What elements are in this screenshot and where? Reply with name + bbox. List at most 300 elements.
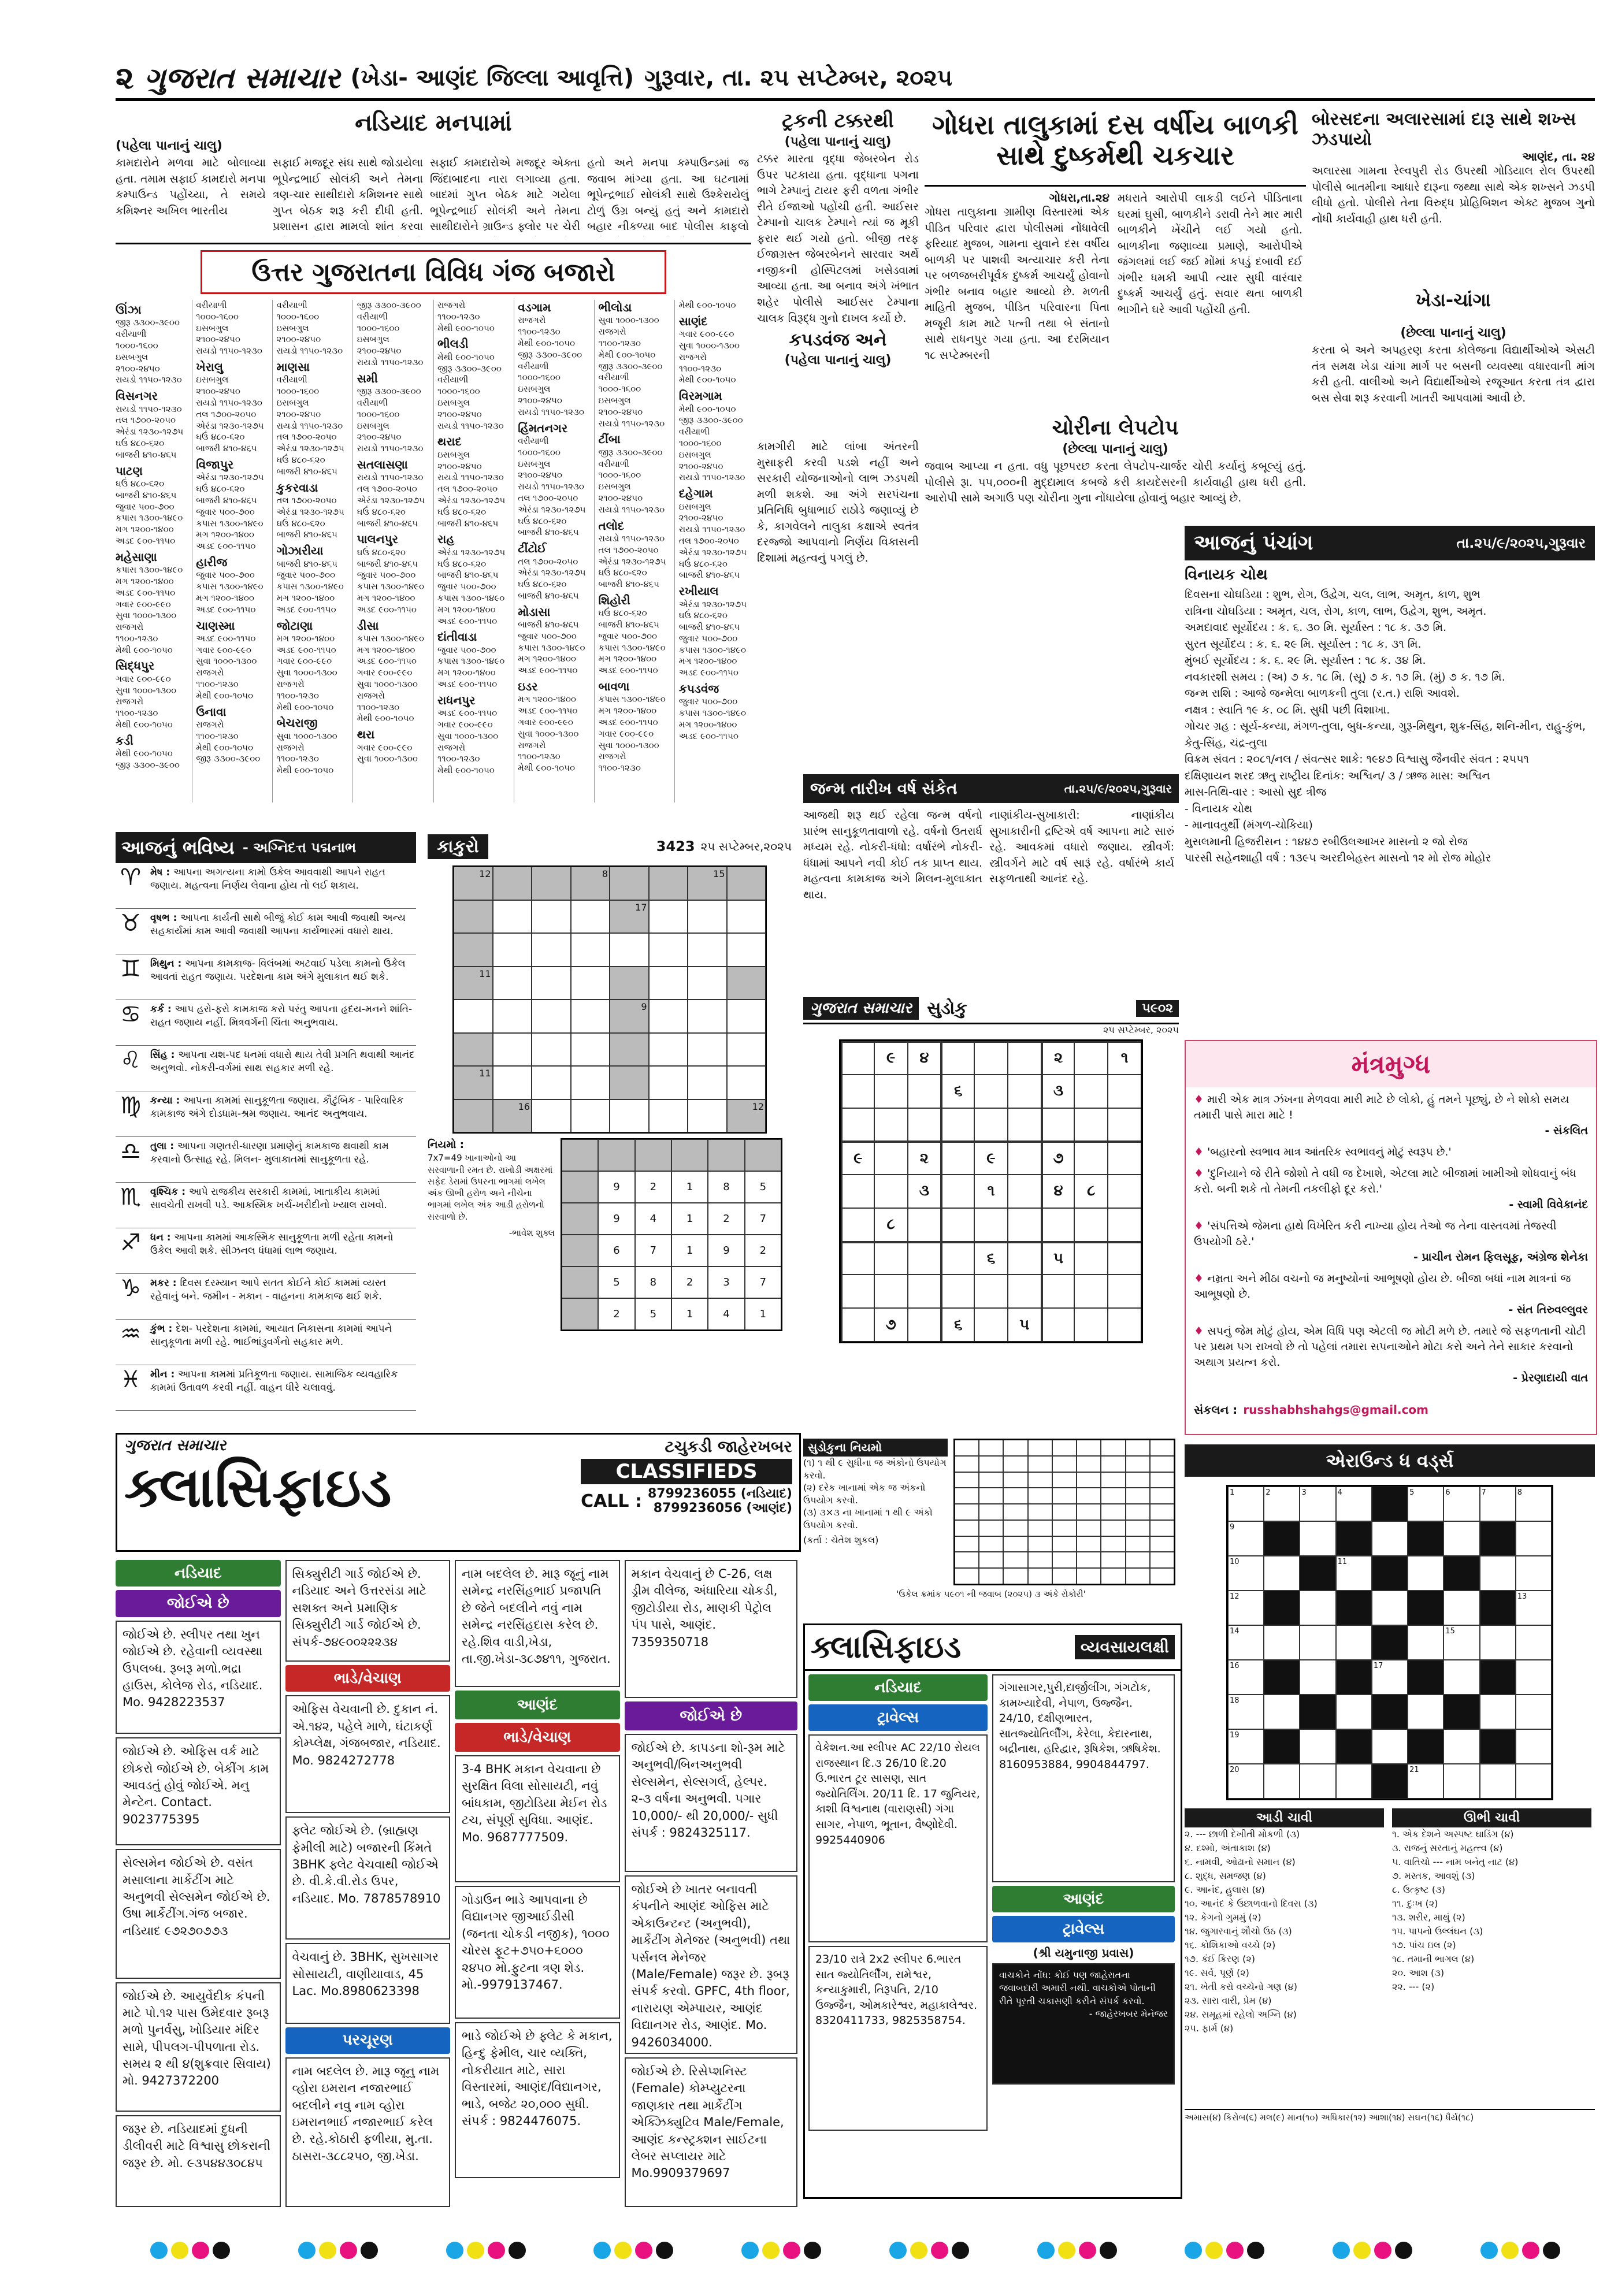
sudoku-answer-cell	[1101, 1536, 1125, 1552]
market-city-name: ઇડર	[518, 679, 538, 694]
nadiad-story-continued: (પહેલા પાનાનું ચાલુ)	[116, 139, 222, 153]
solution-cell: 1	[745, 1298, 781, 1330]
market-price-entry: બાજરી ૪૧૦-૪૬૫	[276, 529, 337, 540]
market-price-entry: રાયડો ૧૧૫૦-૧૨૩૦	[437, 420, 504, 431]
kheda-story-title: ખેડા-ચાંગા	[1416, 289, 1491, 311]
sudoku-answer-cell	[979, 1440, 1003, 1456]
quote-text: નમ્રતા અને મીઠા વચનો જ મનુષ્યોનાં આભૂષણો હોય છે. બીજા બધાં નામ માત્રનાં જ આભૂષણો છે.	[1194, 1272, 1571, 1301]
mantra-email[interactable]: russhabhshahgs@gmail.com	[1243, 1403, 1429, 1417]
horoscope-text	[150, 912, 416, 938]
issue-date: ગુરૂવાર, તા. ૨૫ સપ્ટેમ્બર, ૨૦૨૫	[644, 65, 953, 91]
down-clues	[1392, 1827, 1591, 1994]
sign-name: કન્યા :	[150, 1095, 184, 1106]
panchang-line: દક્ષિણાયન શરદ ઋતુ રાષ્ટ્રીય દિનાંક: અશ્વિન/ ૩ / ઋજ માસ: અશ્વિન	[1185, 769, 1490, 782]
market-price-entry: રાયડો ૧૧૫૦-૧૨૩૦	[518, 406, 584, 417]
market-city-name: સિદ્ધપુર	[116, 659, 155, 673]
quote-bullet-icon: ♦	[1194, 1272, 1208, 1285]
market-price-entry: જીરૂ ૩૩૦૦-૩૯૦૦	[116, 760, 180, 771]
registration-dot-group	[446, 2242, 526, 2265]
sudoku-answer-cell	[1077, 1552, 1101, 1568]
quote-bullet-icon: ♦	[1194, 1166, 1208, 1180]
horoscope-item	[116, 1320, 416, 1365]
solution-cell: 1	[671, 1171, 708, 1203]
market-price-entry: ગવાર ૯૦૦-૯૯૦	[116, 599, 171, 610]
mantra-section	[1185, 1040, 1597, 1435]
kakuro-empty-cell	[649, 1066, 688, 1099]
registration-dot	[1058, 2242, 1075, 2259]
sudoku-answer-cell	[1028, 1488, 1052, 1504]
market-price-entry: એરંડા ૧૨૩૦-૧૨૭૫	[276, 443, 344, 454]
market-price-entry: ઇસબગુલ ૨૧૦૦-૨૪૫૦	[276, 397, 321, 419]
market-price-entry: સુવા ૧૦૦૦-૧૩૦૦	[598, 740, 659, 751]
down-clue: ૭. મસ્તક, આવશું (૩)	[1392, 1870, 1475, 1881]
godhra-story-body	[925, 191, 1306, 410]
kakuro-clue-cell	[532, 867, 571, 900]
phone-anand[interactable]: 8799236056 (આણંદ)	[653, 1501, 792, 1515]
sudoku-answer-cell	[1101, 1520, 1125, 1536]
kakuro-empty-cell	[610, 1099, 649, 1133]
crossword-cell	[1480, 1764, 1516, 1799]
sudoku-cell	[974, 1308, 1008, 1342]
crossword-block	[1480, 1660, 1516, 1695]
section-wanted: જોઈએ છે	[116, 1590, 281, 1617]
sudoku-answer-cell	[1101, 1552, 1125, 1568]
kakuro-section	[428, 832, 792, 1421]
market-price-entry: મગ ૧૨૦૦-૧૪૦૦	[518, 694, 576, 705]
kakuro-empty-cell	[493, 1066, 532, 1099]
market-price-entry: સુવા ૧૦૦૦-૧૩૦૦	[116, 685, 177, 696]
sudoku-cell	[1008, 1075, 1041, 1108]
market-price-entry: મેથી ૯૦૦-૧૦૫૦	[357, 713, 414, 724]
sudoku-section	[803, 994, 1179, 1433]
classifieds-brand: ગુજરાત સમાચાર	[124, 1437, 227, 1454]
solution-cell: 1	[671, 1203, 708, 1235]
janma-col-2: નાણાંકીય-સુખાકારી: નાણાંકીય સુખાકારીની દ્રષ્ટિએ વર્ષ આપના માટે સારું રહે. આવકમાં વધારો જણાય. સ્ત્રીવર્ગ: સ્ત્રીવર્ગને માટે વર્ષ સારૂં રહે. વર્ષારંભે કાર્ય સફળતાથી આનંદ રહે.	[989, 809, 1174, 886]
crossword-block	[1300, 1695, 1335, 1729]
kakuro-empty-cell	[571, 1066, 610, 1099]
kakuro-code: 3423	[656, 838, 695, 855]
crossword-block	[1300, 1556, 1335, 1591]
horoscope-item	[116, 1228, 416, 1274]
ad-4: જોઈએ છે. આયુર્વેદીક કંપની માટે પો.૧૨ પાસ ઉમેદવાર રૂબરૂ મળો પુનર્વસુ, ખોડિયાર મંદિર સામે, પીપલગ-પીપળાતા રોડ. સમય ૨ થી ૪(શુક્રવાર સિવાય) મો. 9427372200	[116, 1982, 281, 2112]
market-price-entry: વરીયાળી ૧૦૦૦-૧૬૦૦	[518, 361, 561, 383]
sudoku-answer-cell	[1126, 1520, 1150, 1536]
registration-dot	[635, 2242, 652, 2259]
market-price-entry: જુવાર ૫૦૦-૭૦૦	[357, 570, 416, 581]
market-price-entry: મગ ૧૨૦૦-૧૪૦૦	[116, 524, 174, 535]
market-price-entry: મગ ૧૨૦૦-૧૪૦૦	[357, 592, 415, 603]
market-price-entry: ઇસબગુલ ૨૧૦૦-૨૪૫૦	[598, 481, 643, 503]
solution-clue-cell	[708, 1139, 744, 1171]
market-price-entry: રાયડો ૧૧૫૦-૧૨૩૦	[196, 345, 262, 356]
market-city-name: મહેસાણા	[116, 549, 157, 564]
sudoku-cell	[1074, 1308, 1108, 1342]
market-price-entry: બાજરી ૪૧૦-૪૬૫	[598, 579, 659, 590]
market-price-entry: અડદ ૯૦૦-૧૧૫૦	[196, 541, 256, 552]
across-clue: ૮. શુદ્ધ, સમજણ (૪)	[1185, 1870, 1266, 1881]
market-price-entry: રાયડો ૧૧૫૦-૧૨૩૦	[598, 533, 665, 544]
ad-5: જરૂર છે. નડિયાદમાં દુધની ડીલીવરી માટે વિશ્વાસુ છોકરાની જરૂર છે. મો. ૯૩૫૪૪૩૦૮૪૫	[116, 2115, 281, 2207]
biz-section-nadiad: નડિયાદ	[808, 1674, 988, 1701]
market-price-entry: મેથી ૯૦૦-૧૦૫૦	[116, 748, 173, 759]
sudoku-answer-cell	[1101, 1488, 1125, 1504]
solution-cell: 5	[745, 1171, 781, 1203]
kakuro-empty-cell	[571, 967, 610, 1000]
zodiac-icon: ♐	[120, 1229, 141, 1256]
market-price-entry: જીરૂ ૩૩૦૦-૩૯૦૦	[518, 349, 582, 360]
market-price-entry: કપાસ ૧૩૦૦-૧૪૯૦	[357, 581, 425, 592]
market-city-name: દહેગામ	[678, 486, 713, 501]
sudoku-answer-cell	[1003, 1520, 1027, 1536]
phone-nadiad[interactable]: 8799236055 (નડિયાદ)	[648, 1487, 792, 1501]
crossword-answers: અમાસ(૪) કિરોબ(૬) મલ(૯) માન(૧૦) અધિકાર(૧૨) આશા(૧૪) સઘન(૧૬) ધૈર્ય(૧૮)	[1185, 2109, 1595, 2123]
market-price-entry: ઘઉં ૪૮૦-૬૨૦	[196, 432, 245, 443]
market-price-entry: અડદ ૯૦૦-૧૧૫૦	[437, 708, 498, 719]
crossword-block	[1443, 1695, 1479, 1729]
crossword-cell	[1336, 1764, 1372, 1799]
edition-label: (ખેડા- આણંદ જિલ્લા આવૃત્તિ)	[350, 65, 634, 91]
horoscope-text	[150, 1368, 416, 1395]
market-price-entry: મગ ૧૨૦૦-૧૪૦૦	[276, 633, 335, 644]
sudoku-cell	[1074, 1108, 1108, 1142]
call-label: CALL :	[581, 1491, 642, 1511]
sudoku-cell	[1108, 1075, 1141, 1108]
kheda-story	[1312, 324, 1595, 520]
crossword-block	[1264, 1660, 1300, 1695]
sudoku-answer-cell	[1150, 1504, 1174, 1520]
panchang-section	[1185, 526, 1595, 1034]
market-price-entry: સુવા ૧૦૦૦-૧૩૦૦	[276, 667, 337, 678]
registration-dot	[171, 2242, 188, 2259]
market-price-entry: તલ ૧૭૦૦-૨૦૫૦	[518, 556, 578, 567]
horoscope-item	[116, 863, 416, 909]
kakuro-grid	[452, 865, 767, 1134]
sudoku-answer-cell	[955, 1536, 979, 1552]
sudoku-cell	[908, 1275, 941, 1308]
sudoku-rule: (૧) ૧ થી ૯ સુધીના જ અંકોનો ઉપયોગ કરવો.	[803, 1457, 947, 1481]
crossword-cell	[1408, 1695, 1443, 1729]
market-price-entry: અડદ ૯૦૦-૧૧૫૦	[357, 656, 417, 667]
kakuro-clue-cell	[454, 933, 493, 967]
registration-dot	[467, 2242, 484, 2259]
solution-cell: 9	[598, 1203, 634, 1235]
market-price-entry: રાયડો ૧૧૫૦-૧૨૩૦	[116, 374, 182, 385]
registration-marks	[150, 2242, 1560, 2265]
market-city-name: પાટણ	[116, 463, 143, 478]
horoscope-text	[150, 866, 416, 893]
panchang-line: માસ-તિથિ-વાર : આસો સુદ ત્રીજ	[1185, 786, 1327, 798]
across-clue: ૨૫. ફાર્મ (૪)	[1185, 2023, 1234, 2034]
sudoku-answer-cell	[1052, 1568, 1077, 1584]
sudoku-cell: ૫	[1008, 1308, 1041, 1342]
market-price-entry: રાજગરો ૧૧૦૦-૧૨૩૦	[598, 751, 641, 774]
sudoku-answer-cell	[1028, 1440, 1052, 1456]
market-price-entry: એરંડા ૧૨૩૦-૧૨૭૫	[518, 567, 586, 578]
crossword-cell	[1443, 1764, 1479, 1799]
sudoku-cell	[974, 1075, 1008, 1108]
sudoku-cell	[941, 1242, 974, 1275]
market-title-box	[201, 250, 666, 294]
sudoku-cell: ૪	[1041, 1175, 1075, 1208]
market-city-name: સાણંદ	[678, 314, 708, 328]
ad-21: 23/10 રાત્રે 2x2 સ્લીપર 6.ભારત સાત જ્યોતિર્લીંગ, રામેશ્વર, કન્યાકુમારી, તિરૂપતિ, 2/10 ઉજ્જૈન, ઓમકારેશ્વર, મહાકાલેશ્વર. 8320411733, 9825358754.	[808, 1946, 988, 2131]
market-price-entry: મેથી ૯૦૦-૧૦૫૦	[518, 337, 576, 348]
market-price-entry: રાયડો ૧૧૫૦-૧૨૩૦	[116, 403, 182, 414]
sudoku-cell	[941, 1208, 974, 1242]
market-price-entry: રાયડો ૧૧૫૦-૧૨૩૦	[357, 472, 424, 483]
sudoku-answer-cell	[1101, 1504, 1125, 1520]
sudoku-cell	[1008, 1275, 1041, 1308]
horoscope-text	[150, 1322, 416, 1349]
kakuro-title: કાકુરો	[428, 834, 488, 859]
market-price-entry: વરીયાળી ૧૦૦૦-૧૬૦૦	[518, 435, 561, 458]
market-price-entry: ઇસબગુલ ૨૧૦૦-૨૪૫૦	[518, 384, 562, 406]
market-price-entry: રાયડો ૧૧૫૦-૧૨૩૦	[598, 504, 665, 515]
market-price-entry: બાજરી ૪૧૦-૪૬૫	[437, 570, 499, 581]
registration-dot	[298, 2242, 316, 2259]
sudoku-rules-section	[803, 1439, 1179, 1612]
sudoku-cell	[974, 1275, 1008, 1308]
sign-prediction: દિવસ દરમ્યાન આપે સતત કોઈને કોઈ કામમાં વ્યસ્ત રહેવાનું બને. જમીન - મકાન - વાહનના કામકાજ થઈ શકે.	[150, 1277, 387, 1302]
market-price-entry: મગ ૧૨૦૦-૧૪૦૦	[196, 592, 254, 603]
sudoku-cell	[1108, 1275, 1141, 1308]
sudoku-rules-title: સુડોકુના નિયમો	[803, 1439, 948, 1457]
zodiac-icon: ♉	[120, 910, 141, 937]
kapadvanj-story-continued: (પહેલા પાનાનું ચાલુ)	[784, 352, 892, 367]
market-price-entry: બાજરી ૪૧૦-૪૬૫	[276, 558, 337, 569]
kakuro-clue-cell	[649, 867, 688, 900]
sudoku-number: ૫૯૦૨	[1136, 1000, 1179, 1017]
market-price-entry: ગવાર ૯૦૦-૯૯૦	[518, 717, 573, 728]
market-price-entry: મગ ૧૨૦૦-૧૪૦૦	[437, 667, 496, 678]
market-price-entry: ઇસબગુલ ૨૧૦૦-૨૪૫૦	[518, 458, 562, 481]
sign-prediction: આપના ગણતરી-ધારણા પ્રમાણેનું કામકાજ થવાથી કામ કરવાનો ઉત્સાહ રહે. મિલન- મુલાકાતમાં સાનુકૂળતા રહે.	[150, 1140, 389, 1165]
horoscope-title: આજનું ભવિષ્ય	[121, 836, 235, 859]
kakuro-empty-cell	[727, 900, 766, 934]
crossword-cell	[1264, 1625, 1300, 1660]
solution-clue-cell	[562, 1266, 598, 1298]
solution-clue-cell	[562, 1171, 598, 1203]
panchang-line: સુરત સૂર્યોદય : ક. ૬. ૨૯ મિ. સૂર્યાસ્ત : ૧૮ ક. ૩૧ મિ.	[1185, 637, 1422, 651]
horoscope-text	[150, 1094, 416, 1121]
sudoku-cell	[941, 1275, 974, 1308]
market-price-entry: મગ ૧૨૦૦-૧૪૦૦	[276, 592, 335, 603]
business-classifieds	[803, 1623, 1182, 2199]
market-price-entry: રાજગરો ૧૧૦૦-૧૨૩૦	[598, 326, 641, 348]
market-city-name: શિહોરી	[598, 593, 630, 607]
market-price-entry: ઇસબગુલ ૨૧૦૦-૨૪૫૦	[678, 449, 723, 471]
solution-cell: 3	[708, 1266, 744, 1298]
sudoku-cell	[1074, 1075, 1108, 1108]
market-price-entry: રાજગરો ૧૧૦૦-૧૨૩૦	[196, 719, 239, 741]
sudoku-answer-cell	[1003, 1536, 1027, 1552]
market-price-entry: જીરૂ ૩૩૦૦-૩૯૦૦	[357, 300, 421, 310]
market-price-entry: ઇસબગુલ ૨૧૦૦-૨૪૫૦	[437, 449, 482, 471]
market-price-entry: ઘઉં ૪૮૦-૬૨૦	[518, 579, 567, 590]
crossword-cell	[1300, 1729, 1335, 1764]
market-city-name: ગોઝારીયા	[276, 544, 324, 558]
sudoku-answer-cell	[955, 1472, 979, 1488]
sudoku-cell	[974, 1041, 1008, 1075]
kakuro-clue-cell: 9	[610, 1000, 649, 1033]
market-price-entry: મગ ૧૨૦૦-૧૪૦૦	[518, 653, 576, 664]
sign-prediction: આપના કામમાં પ્રતિકૂળતા જણાય. સામાજિક વ્યવહારિક કામમાં ઉતાવળ કરવી નહીં. વાહન ધીરે ચલાવવું.	[150, 1369, 398, 1394]
market-price-entry: મેથી ૯૦૦-૧૦૫૦	[116, 719, 173, 730]
crossword-cell	[1372, 1729, 1408, 1764]
market-city-name: ટીંટોઈ	[518, 541, 547, 556]
market-price-entry: જુવાર ૫૦૦-૭૦૦	[116, 501, 175, 512]
crossword-cell: 5	[1408, 1487, 1443, 1521]
registration-dot	[1353, 2242, 1371, 2259]
panchang-line: જન્મ રાશિ : આજે જન્મેલા બાળકની તુલા (ર.ત.) રાશિ આવશે.	[1185, 687, 1460, 700]
sudoku-cell	[874, 1242, 908, 1275]
market-price-entry: જુવાર ૫૦૦-૭૦૦	[437, 581, 496, 592]
panchang-line: રાત્રિના ચોઘડિયા : અમૃત, ચલ, રોગ, કાળ, લાભ, ઉદ્વેગ, શુભ, અમૃત.	[1185, 604, 1487, 618]
mantra-quotes	[1186, 1087, 1596, 1403]
registration-dot	[446, 2242, 463, 2259]
crossword-cell: 20	[1228, 1764, 1264, 1799]
market-price-entry: વરીયાળી ૧૦૦૦-૧૬૦૦	[116, 329, 158, 351]
panchang-line: ગોચર ગ્રહ : સૂર્ય-કન્યા, મંગળ-તુલા, બુધ-કન્યા, ગુરૂ-મિથુન, શુક્ર-સિંહ, શનિ-મીન, રાહુ-કુંભ, કેતુ-સિંહ, ચંદ્ર-તુલા	[1185, 720, 1586, 749]
market-price-entry: એરંડા ૧૨૩૦-૧૨૭૫	[518, 504, 586, 515]
sudoku-answer-cell	[1077, 1568, 1101, 1584]
sudoku-cell: ૬	[941, 1075, 974, 1108]
truck-story-title: ટ્રકની ટક્કરથી	[782, 109, 894, 132]
sudoku-cell	[1108, 1141, 1141, 1175]
section-wanted-anand: જોઈએ છે	[625, 1701, 797, 1730]
sudoku-cell	[941, 1175, 974, 1208]
crossword-cell: 9	[1228, 1521, 1264, 1556]
sudoku-answer-cell	[1150, 1440, 1174, 1456]
market-price-entry: બાજરી ૪૧૦-૪૬૫	[598, 619, 659, 630]
sudoku-answer-cell	[1028, 1568, 1052, 1584]
down-clue: ૧૮. તમાની ભાગલ (૪)	[1392, 1953, 1475, 1964]
market-price-entry: તલ ૧૭૦૦-૨૦૫૦	[518, 492, 578, 503]
kakuro-empty-cell	[727, 933, 766, 967]
horoscope-item	[116, 1091, 416, 1137]
market-price-entry: ગવાર ૯૦૦-૯૯૦	[437, 719, 493, 730]
registration-dot-group	[1037, 2242, 1117, 2265]
market-price-entry: સુવા ૧૦૦૦-૧૩૦૦	[276, 730, 337, 741]
sudoku-cell	[1041, 1208, 1075, 1242]
crossword-cell	[1443, 1591, 1479, 1625]
sudoku-cell	[941, 1141, 974, 1175]
market-price-entry: ઇસબગુલ ૨૧૦૦-૨૪૫૦	[437, 397, 482, 419]
kakuro-empty-cell	[688, 900, 727, 934]
crossword-block	[1336, 1591, 1372, 1625]
market-price-entry: કપાસ ૧૩૦૦-૧૪૯૦	[598, 642, 666, 653]
kakuro-empty-cell	[571, 900, 610, 934]
market-price-entry: રાયડો ૧૧૫૦-૧૨૩૦	[276, 345, 343, 356]
sudoku-answer-cell	[1003, 1552, 1027, 1568]
sudoku-answer-cell	[955, 1504, 979, 1520]
market-price-entry: અડદ ૯૦૦-૧૧૫૦	[357, 604, 417, 615]
market-price-entry: વરીયાળી ૧૦૦૦-૧૬૦૦	[437, 374, 480, 397]
sudoku-answer-cell	[1003, 1440, 1027, 1456]
kakuro-empty-cell	[493, 1000, 532, 1033]
sudoku-answer-cell	[1003, 1488, 1027, 1504]
panchang-line: મુસલમાની હિજરીસન : ૧૪૪૭ રબીઉલઆખર માસનો ૨ જો રોજ	[1185, 835, 1468, 848]
kakuro-clue-cell: 16	[493, 1099, 532, 1133]
kakuro-empty-cell	[532, 1033, 571, 1067]
kakuro-empty-cell	[571, 1033, 610, 1067]
market-price-entry: મેથી ૯૦૦-૧૦૫૦	[437, 322, 495, 333]
crossword-cell	[1336, 1695, 1372, 1729]
registration-dot-group	[1480, 2242, 1560, 2265]
mantra-quote	[1194, 1092, 1588, 1139]
solution-cell: 7	[745, 1266, 781, 1298]
crossword-block	[1264, 1521, 1300, 1556]
crossword-cell: 8	[1516, 1487, 1552, 1521]
classifieds-big-title: ક્લાસિફાઇડ	[124, 1455, 392, 1519]
market-price-entry: સુવા ૧૦૦૦-૧૩૦૦	[357, 753, 418, 764]
market-price-entry: વરીયાળી ૧૦૦૦-૧૬૦૦	[678, 426, 722, 448]
quote-text: સપનું જેમ મોટું હોય, એમ વિધિ પણ એટલી જ મોટી મળે છે. તમારે જે સફળતાની ચોટી પર પ્રથમ પગ રાખવો છે તો પહેલાં તમારા સપનાઓને મોટા કરો અને તેને સાકાર કરવાનો અથાગ પ્રયત્ન કરો.	[1194, 1324, 1586, 1369]
crossword-cell: 21	[1408, 1764, 1443, 1799]
horoscope-item	[116, 1365, 416, 1411]
market-price-entry: ગવાર ૯૦૦-૯૯૦	[357, 742, 413, 753]
kakuro-empty-cell	[493, 900, 532, 934]
kakuro-clue-cell	[493, 867, 532, 900]
sudoku-cell	[1074, 1141, 1108, 1175]
sudoku-answer-cell	[1077, 1472, 1101, 1488]
sudoku-title: સુડોકુ	[927, 998, 967, 1019]
sudoku-answer-cell	[1150, 1456, 1174, 1472]
truck-story	[757, 110, 919, 433]
market-price-entry: અડદ ૯૦૦-૧૧૫૦	[276, 644, 336, 655]
sudoku-cell: ૮	[1074, 1175, 1108, 1208]
sudoku-answer-cell	[1003, 1456, 1027, 1472]
sudoku-answer-cell	[1126, 1440, 1150, 1456]
market-price-entry: તલ ૧૭૦૦-૨૦૫૦	[598, 544, 659, 555]
kakuro-clue-cell: 11	[454, 1066, 493, 1099]
horoscope-header	[116, 832, 416, 863]
sudoku-answer-cell	[1077, 1520, 1101, 1536]
market-city-name: કપડવંજ	[678, 682, 719, 696]
registration-dot	[952, 2242, 969, 2259]
sudoku-answer-cell	[1101, 1440, 1125, 1456]
sudoku-answer-cell	[1052, 1504, 1077, 1520]
solution-cell: 9	[708, 1235, 744, 1266]
sudoku-rule: (૩) ૩×૩ ના ખાનામાં ૧ થી ૯ અંકો ઉપયોગ કરવો.	[803, 1507, 933, 1530]
zodiac-icon: ♋	[120, 1001, 141, 1028]
market-city-name: વિસનગર	[116, 389, 158, 403]
mantra-quote	[1194, 1218, 1588, 1265]
sudoku-cell	[1041, 1308, 1075, 1342]
mantra-header	[1186, 1041, 1596, 1087]
down-clue: ૧૭. પાંચ ઇલ (૨)	[1392, 1940, 1456, 1951]
market-price-entry: ઇસબગુલ ૨૧૦૦-૨૪૫૦	[357, 420, 402, 443]
across-title: આડી ચાવી	[1185, 1808, 1384, 1827]
market-price-entry: જુવાર ૫૦૦-૭૦૦	[678, 696, 738, 707]
sudoku-author: (કર્તા : ચેતેશ શુકલ)	[803, 1534, 879, 1545]
panchang-line: અમદાવાદ સૂર્યોદય : ક. ૬. ૩૦ મિ. સૂર્યાસ્ત : ૧૮ ક. ૩૭ મિ.	[1185, 621, 1447, 634]
sign-name: ધન :	[150, 1232, 175, 1243]
prakash-travels: (શ્રી યમુનાજી પ્રવાસ)	[1033, 1946, 1134, 1960]
sudoku-answer-cell	[979, 1520, 1003, 1536]
market-price-entry: ઘઉં ૪૮૦-૬૨૦	[598, 608, 647, 619]
crossword-cell: 2	[1264, 1487, 1300, 1521]
sudoku-answer-cell	[955, 1568, 979, 1584]
sudoku-cell: ૩	[908, 1175, 941, 1208]
sudoku-answer-cell	[979, 1568, 1003, 1584]
crossword-block	[1336, 1660, 1372, 1695]
registration-dot	[1501, 2242, 1519, 2259]
godhra-story-headline	[925, 110, 1306, 187]
sign-name: તુલા :	[150, 1140, 177, 1152]
down-clue: ૨૦. આશ (૩)	[1392, 1967, 1445, 1978]
zodiac-icon: ♑	[120, 1275, 141, 1302]
